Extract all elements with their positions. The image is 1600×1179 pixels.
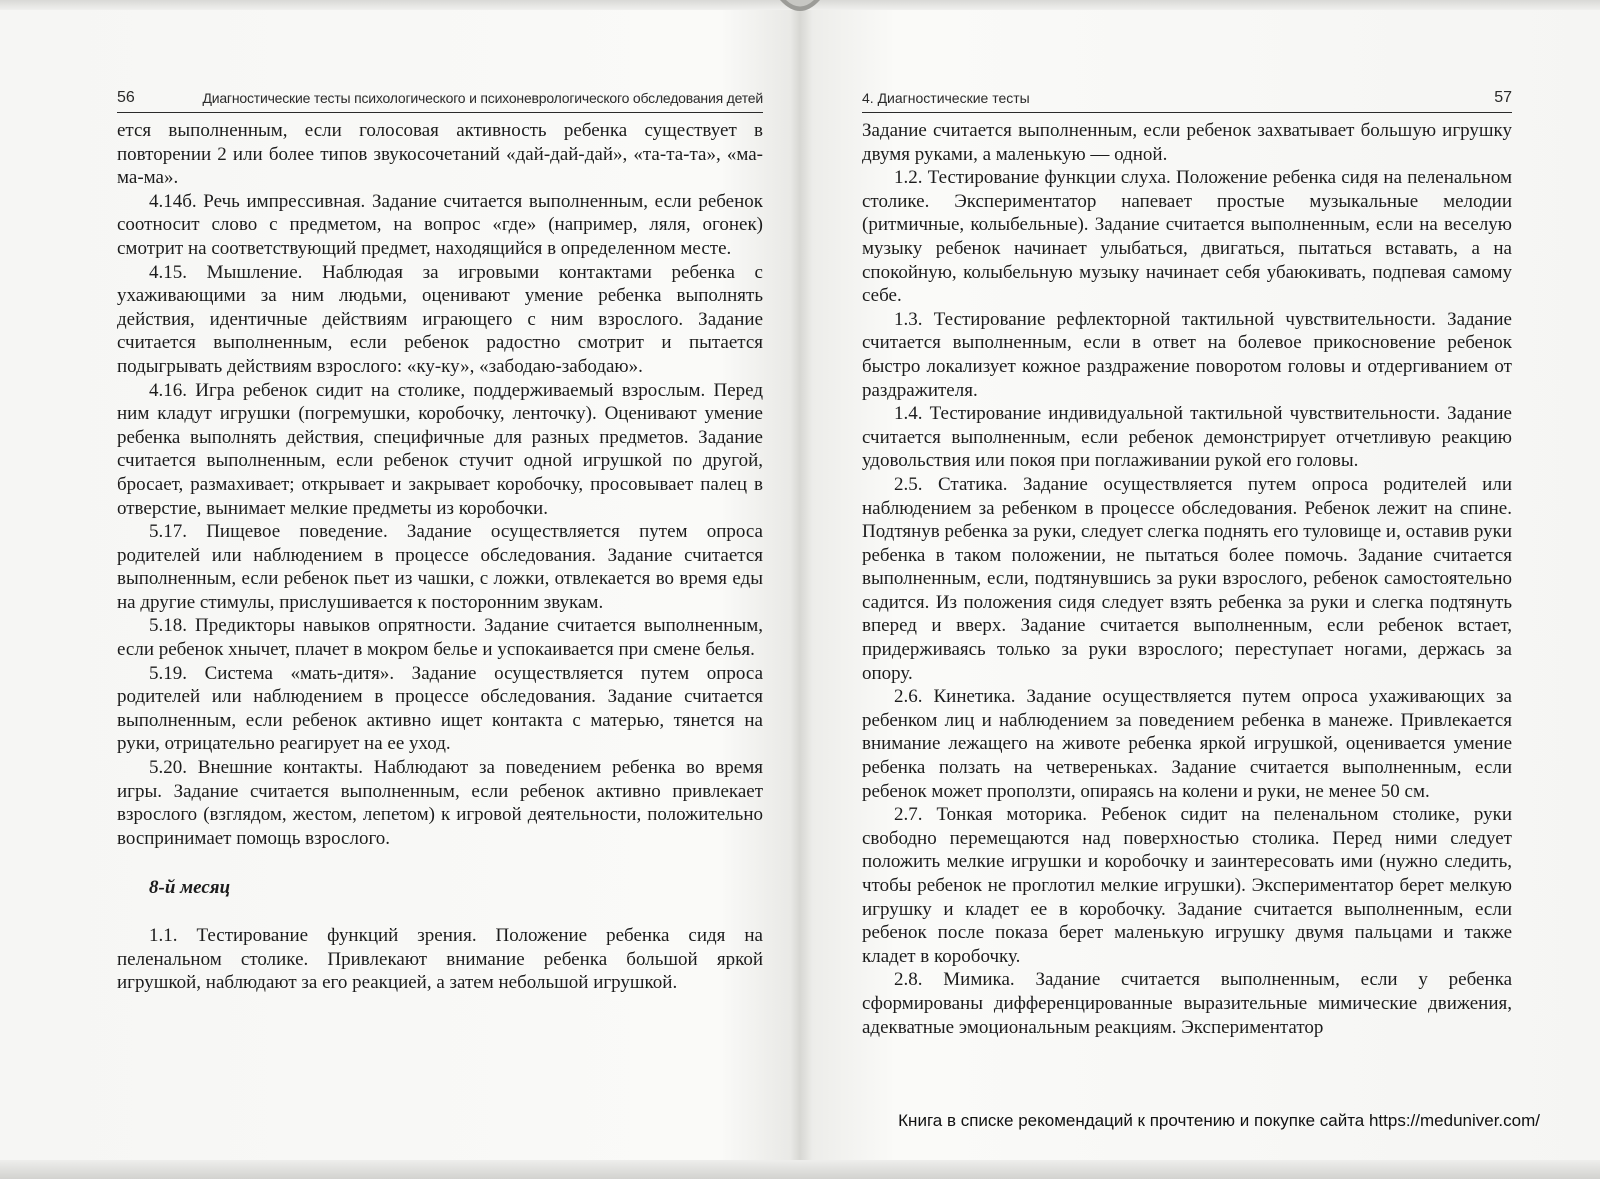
paragraph: 5.18. Предикторы навыков опрятности. Задание считается выполненным, если ребенок хнычет, плачет в мокром белье и успокаивается при смене белья. [117, 615, 763, 661]
paragraph: 1.3. Тестирование рефлекторной тактильной чувствительности. Задание считается выполненным, если в ответ на болевое прикосновение ребенок быстро локализует кожное раздражение поворотом головы и отдергиванием от раздражителя. [862, 308, 1512, 401]
watermark-caption: Книга в списке рекомендаций к прочтению и покупке сайта https://meduniver.com/ [898, 1111, 1540, 1130]
spine-clip-icon [778, 0, 822, 16]
running-title: 4. Диагностические тесты [862, 90, 1030, 106]
paragraph: 2.5. Статика. Задание осуществляется путем опроса родителей или наблюдением за ребенком в процессе обследования. Ребенок лежит на спине. Подтянув ребенка за руки, следует слегка поднять его туловище и, оставив руки ребенка в таком положении, не пытаться более помочь. Задание считается выполненным, если, подтянувшись за руки взрослого, ребенок самостоятельно садится. Из положения сидя следует взять ребенка за руки и слегка подтянуть вперед и вверх. Задание считается выполненным, если ребенок встает, придерживаясь только за руки взрослого; переступает ногами, держась за опору. [862, 473, 1512, 684]
paragraph: 5.17. Пищевое поведение. Задание осуществляется путем опроса родителей или наблюдением в процессе обследования. Задание считается выполненным, если ребенок пьет из чашки, с ложки, отвлекается во время еды на другие стимулы, прислушивается к посторонним звукам. [117, 521, 763, 613]
paragraph: 4.14б. Речь импрессивная. Задание считается выполненным, если ребенок соотносит слово с предметом, на вопрос «где» (например, ляля, огонек) смотрит на соответствующий предмет, находящийся в определенном месте. [117, 190, 763, 259]
right-page [862, 84, 1512, 1039]
running-head [862, 84, 1512, 113]
paragraph: Задание считается выполненным, если ребенок захватывает большую игрушку двумя руками, а маленькую — одной. [862, 120, 1512, 165]
page-number: 57 [1494, 89, 1512, 106]
paragraph: 2.6. Кинетика. Задание осуществляется путем опроса ухаживающих за ребенком лиц и наблюдением за поведением ребенка в манеже. Привлекается внимание лежащего на животе ребенка яркой игрушкой, оценивается умение ребенка ползать на четвереньках. Задание считается выполненным, если ребенок может проползти, опираясь на колени и руки, не менее 50 см. [862, 686, 1512, 802]
paragraph: ется выполненным, если голосовая активность ребенка существует в повторении 2 или более типов звукосочетаний «дай-дай-дай», «та-та-та», «ма-ма-ма». [117, 120, 763, 189]
page-number: 56 [117, 89, 135, 106]
page-body [117, 119, 763, 995]
paragraph: 4.16. Игра ребенок сидит на столике, поддерживаемый взрослым. Перед ним кладут игрушки (погремушки, коробочку, ленточку). Оценивают умение ребенка выполнять действия, специфичные для разных предметов. Задание считается выполненным, если ребенок стучит одной игрушкой по другой, бросает, размахивает; открывает и закрывает коробочку, просовывает палец в отверстие, вынимает мелкие предметы из коробочки. [117, 379, 763, 519]
paragraph: 5.20. Внешние контакты. Наблюдают за поведением ребенка во время игры. Задание считается выполненным, если ребенок активно привлекает взрослого (взглядом, жестом, лепетом) к игровой деятельности, положительно воспринимает помощь взрослого. [117, 757, 763, 849]
paragraph: 1.4. Тестирование индивидуальной тактильной чувствительности. Задание считается выполненным, если ребенок демонстрирует отчетливую реакцию удовольствия или покоя при поглаживании рукой его головы. [862, 403, 1512, 472]
paragraph: 5.19. Система «мать-дитя». Задание осуществляется путем опроса родителей или наблюдением в процессе обследования. Задание считается выполненным, если ребенок активно ищет контакта с матерью, тянется на руки, отрицательно реагирует на ее уход. [117, 662, 763, 755]
section-heading: 8-й месяц [149, 877, 231, 899]
left-page [117, 84, 763, 995]
page-body [862, 119, 1512, 1039]
paragraph: 1.1. Тестирование функций зрения. Положение ребенка сидя на пеленальном столике. Привлекают внимание ребенка большой яркой игрушкой, наблюдают за его реакцией, а затем небольшой игрушкой. [117, 925, 763, 994]
page-bottom-edge [0, 1160, 1600, 1179]
paragraph: 1.2. Тестирование функции слуха. Положение ребенка сидя на пеленальном столике. Экспериментатор напевает простые музыкальные мелодии (ритмичные, колыбельные). Задание считается выполненным, если на веселую музыку ребенок начинает улыбаться, двигаться, пытаться вставать, а на спокойную, колыбельную музыку начинает себя убаюкивать, подпевая самому себе. [862, 167, 1512, 307]
paragraph: 2.7. Тонкая моторика. Ребенок сидит на пеленальном столике, руки свободно перемещаются над поверхностью столика. Перед ними следует положить мелкие игрушки и коробочку и заинтересовать ими (нужно следить, чтобы ребенок не проглотил мелкие игрушки). Экспериментатор берет мелкую игрушку и кладет ее в коробочку. Задание считается выполненным, если ребенок после показа берет маленькую игрушку двумя пальцами и также кладет в коробочку. [862, 804, 1512, 967]
running-title: Диагностические тесты психологического и психоневрологического обследования детей [202, 90, 763, 106]
running-head [117, 84, 763, 113]
paragraph: 2.8. Мимика. Задание считается выполненным, если у ребенка сформированы дифференцированные выразительные мимические движения, адекватные эмоциональным реакциям. Экспериментатор [862, 969, 1512, 1038]
paragraph: 4.15. Мышление. Наблюдая за игровыми контактами ребенка с ухаживающими за ним людьми, оценивают умение ребенка выполнять действия, идентичные действиям играющего с ним взрослого. Задание считается выполненным, если ребенок радостно смотрит и пытается подыгрывать действиям взрослого: «ку-ку», «забодаю-забодаю». [117, 261, 763, 377]
